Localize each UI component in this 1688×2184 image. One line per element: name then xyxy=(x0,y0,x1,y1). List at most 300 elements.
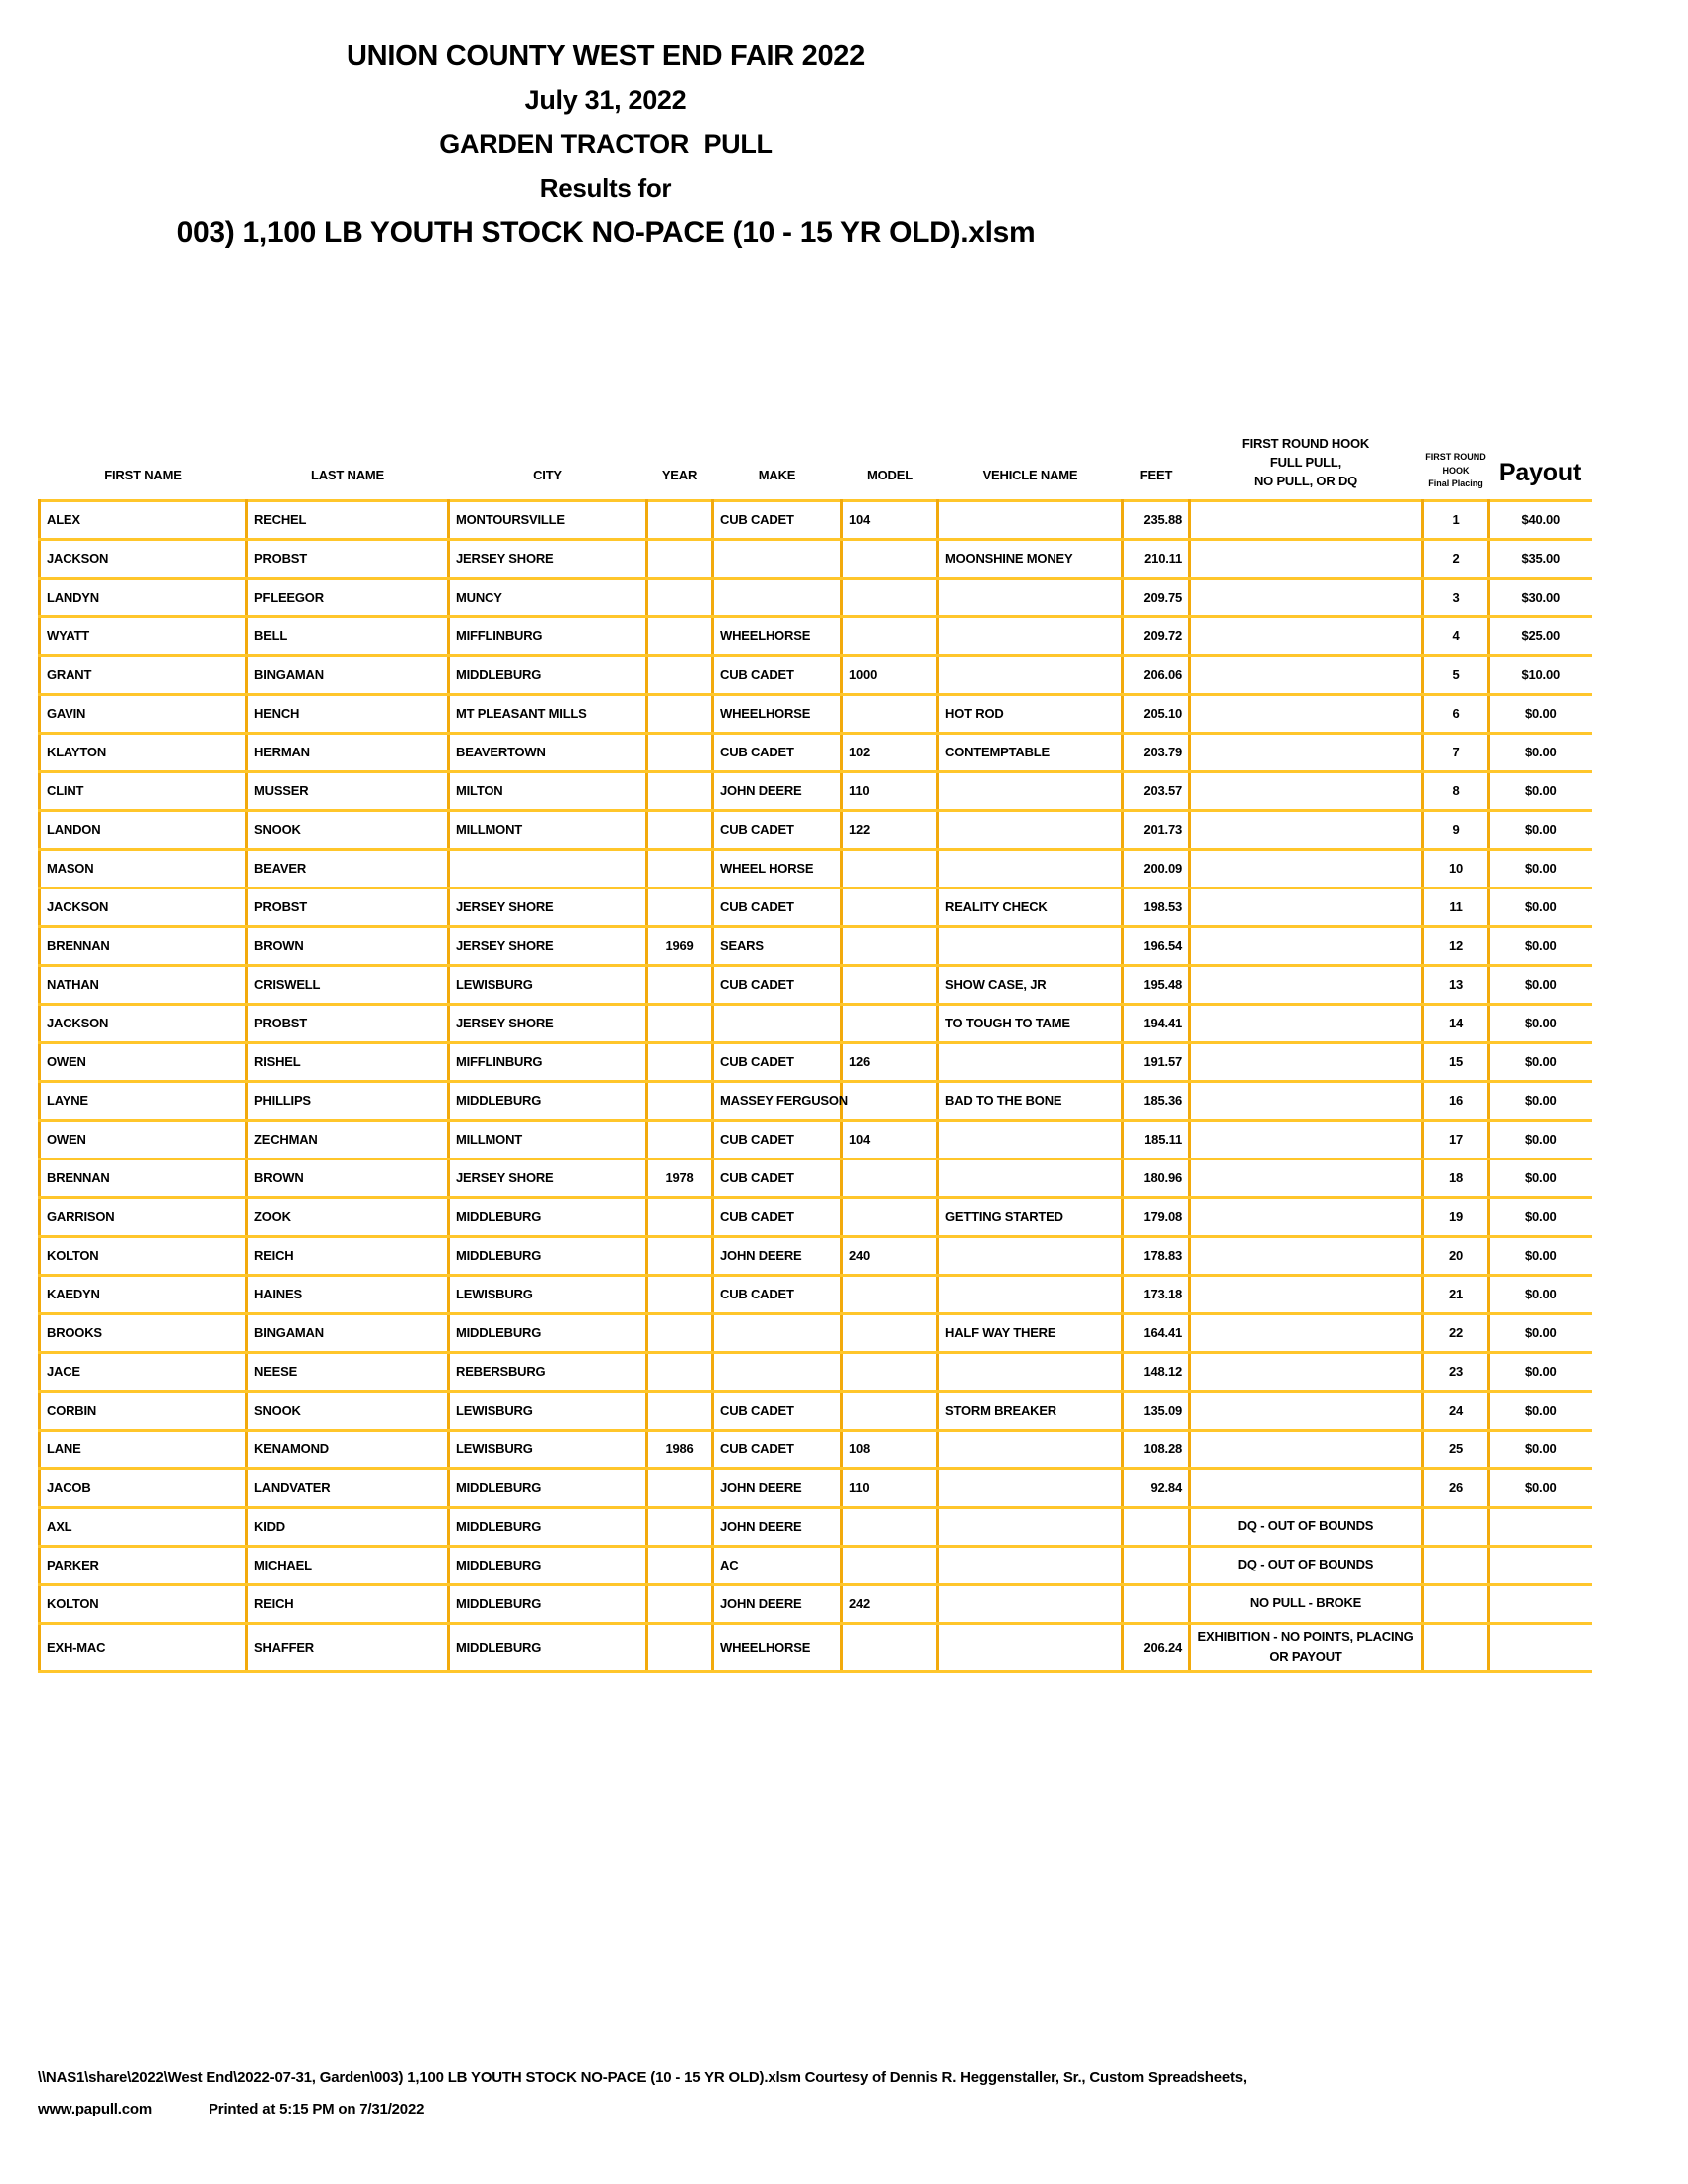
cell-place: 4 xyxy=(1423,616,1489,655)
results-for-label: Results for xyxy=(539,173,672,203)
cell-vehicle xyxy=(938,655,1123,694)
cell-make: WHEELHORSE xyxy=(713,694,842,733)
cell-hook xyxy=(1190,616,1423,655)
cell-payout: $0.00 xyxy=(1489,1468,1592,1507)
cell-year xyxy=(647,1313,713,1352)
cell-year xyxy=(647,539,713,578)
cell-city: MILTON xyxy=(449,771,647,810)
cell-payout: $0.00 xyxy=(1489,1042,1592,1081)
cell-place: 15 xyxy=(1423,1042,1489,1081)
cell-place: 17 xyxy=(1423,1120,1489,1159)
cell-feet: 195.48 xyxy=(1123,965,1190,1004)
table-row xyxy=(40,1352,1592,1391)
cell-model: 240 xyxy=(842,1236,938,1275)
cell-make: JOHN DEERE xyxy=(713,1236,842,1275)
cell-payout: $0.00 xyxy=(1489,1430,1592,1468)
table-row xyxy=(40,1159,1592,1197)
cell-hook xyxy=(1190,1004,1423,1042)
table-row xyxy=(40,539,1592,578)
cell-hook xyxy=(1190,1391,1423,1430)
cell-city: MILLMONT xyxy=(449,1120,647,1159)
cell-model xyxy=(842,849,938,887)
cell-city: REBERSBURG xyxy=(449,1352,647,1391)
cell-hook xyxy=(1190,578,1423,616)
results-table-body xyxy=(40,500,1592,1672)
cell-make: JOHN DEERE xyxy=(713,1468,842,1507)
table-row xyxy=(40,1236,1592,1275)
cell-first: OWEN xyxy=(40,1120,247,1159)
cell-feet: 206.06 xyxy=(1123,655,1190,694)
cell-last: KIDD xyxy=(247,1507,449,1546)
cell-vehicle: CONTEMPTABLE xyxy=(938,733,1123,771)
cell-vehicle xyxy=(938,1623,1123,1672)
cell-first: CORBIN xyxy=(40,1391,247,1430)
cell-last: BINGAMAN xyxy=(247,655,449,694)
cell-place xyxy=(1423,1546,1489,1584)
cell-payout: $0.00 xyxy=(1489,1081,1592,1120)
cell-place: 22 xyxy=(1423,1313,1489,1352)
cell-last: SHAFFER xyxy=(247,1623,449,1672)
cell-place: 2 xyxy=(1423,539,1489,578)
cell-feet: 203.57 xyxy=(1123,771,1190,810)
cell-hook xyxy=(1190,500,1423,539)
cell-last: PROBST xyxy=(247,887,449,926)
cell-city: JERSEY SHORE xyxy=(449,1004,647,1042)
cell-year xyxy=(647,500,713,539)
cell-vehicle xyxy=(938,1430,1123,1468)
cell-feet: 194.41 xyxy=(1123,1004,1190,1042)
cell-city: LEWISBURG xyxy=(449,1275,647,1313)
fair-title: UNION COUNTY WEST END FAIR 2022 xyxy=(347,40,865,71)
cell-make: CUB CADET xyxy=(713,1120,842,1159)
cell-hook: NO PULL - BROKE xyxy=(1190,1584,1423,1623)
cell-place: 13 xyxy=(1423,965,1489,1004)
cell-payout xyxy=(1489,1507,1592,1546)
cell-year xyxy=(647,810,713,849)
printed-timestamp: Printed at 5:15 PM on 7/31/2022 xyxy=(209,2101,425,2117)
cell-payout: $0.00 xyxy=(1489,1120,1592,1159)
cell-last: REICH xyxy=(247,1584,449,1623)
cell-model xyxy=(842,1546,938,1584)
cell-model: 102 xyxy=(842,733,938,771)
cell-year: 1969 xyxy=(647,926,713,965)
cell-year xyxy=(647,1352,713,1391)
cell-model: 104 xyxy=(842,1120,938,1159)
cell-first: OWEN xyxy=(40,1042,247,1081)
cell-model: 104 xyxy=(842,500,938,539)
col-header-first-name: FIRST NAME xyxy=(104,467,182,482)
cell-last: REICH xyxy=(247,1236,449,1275)
cell-first: LANDYN xyxy=(40,578,247,616)
cell-year xyxy=(647,1236,713,1275)
cell-place xyxy=(1423,1584,1489,1623)
cell-vehicle: HOT ROD xyxy=(938,694,1123,733)
cell-last: PHILLIPS xyxy=(247,1081,449,1120)
cell-first: LAYNE xyxy=(40,1081,247,1120)
event-name: GARDEN TRACTOR PULL xyxy=(439,129,773,159)
cell-city: MIDDLEBURG xyxy=(449,1623,647,1672)
cell-feet: 185.11 xyxy=(1123,1120,1190,1159)
class-file-name: 003) 1,100 LB YOUTH STOCK NO-PACE (10 - 15 YR OLD).xlsm xyxy=(176,216,1036,249)
table-row xyxy=(40,655,1592,694)
cell-year xyxy=(647,694,713,733)
cell-year xyxy=(647,1042,713,1081)
cell-last: BEAVER xyxy=(247,849,449,887)
cell-hook xyxy=(1190,1468,1423,1507)
cell-vehicle xyxy=(938,1352,1123,1391)
cell-year xyxy=(647,1275,713,1313)
cell-place: 5 xyxy=(1423,655,1489,694)
cell-last: LANDVATER xyxy=(247,1468,449,1507)
col-header-hook-result: FIRST ROUND HOOK FULL PULL, NO PULL, OR DQ xyxy=(1241,436,1370,488)
cell-model: 110 xyxy=(842,771,938,810)
cell-feet: 185.36 xyxy=(1123,1081,1190,1120)
cell-city: MIDDLEBURG xyxy=(449,1468,647,1507)
cell-city: MIDDLEBURG xyxy=(449,1197,647,1236)
cell-year xyxy=(647,1623,713,1672)
table-row xyxy=(40,1004,1592,1042)
cell-model xyxy=(842,965,938,1004)
cell-vehicle: SHOW CASE, JR xyxy=(938,965,1123,1004)
cell-place: 10 xyxy=(1423,849,1489,887)
col-header-city: CITY xyxy=(533,467,562,482)
cell-city: LEWISBURG xyxy=(449,965,647,1004)
cell-last: PFLEEGOR xyxy=(247,578,449,616)
table-row xyxy=(40,1042,1592,1081)
cell-hook xyxy=(1190,926,1423,965)
cell-feet: 205.10 xyxy=(1123,694,1190,733)
cell-payout xyxy=(1489,1584,1592,1623)
cell-year xyxy=(647,1197,713,1236)
cell-model: 242 xyxy=(842,1584,938,1623)
cell-vehicle: REALITY CHECK xyxy=(938,887,1123,926)
cell-last: CRISWELL xyxy=(247,965,449,1004)
cell-model xyxy=(842,887,938,926)
cell-last: RISHEL xyxy=(247,1042,449,1081)
cell-city xyxy=(449,849,647,887)
col-header-payout: Payout xyxy=(1498,459,1582,487)
cell-feet: 235.88 xyxy=(1123,500,1190,539)
cell-year xyxy=(647,655,713,694)
cell-year xyxy=(647,616,713,655)
cell-year xyxy=(647,1391,713,1430)
cell-first: GAVIN xyxy=(40,694,247,733)
cell-first: BROOKS xyxy=(40,1313,247,1352)
cell-year xyxy=(647,965,713,1004)
cell-make: SEARS xyxy=(713,926,842,965)
cell-payout: $0.00 xyxy=(1489,1159,1592,1197)
cell-vehicle xyxy=(938,500,1123,539)
cell-model xyxy=(842,1275,938,1313)
table-row xyxy=(40,1313,1592,1352)
table-row xyxy=(40,1120,1592,1159)
cell-first: MASON xyxy=(40,849,247,887)
cell-first: JACOB xyxy=(40,1468,247,1507)
cell-first: KOLTON xyxy=(40,1584,247,1623)
cell-payout: $0.00 xyxy=(1489,849,1592,887)
file-path-credit: \\NAS1\share\2022\West End\2022-07-31, Garden\003) 1,100 LB YOUTH STOCK NO-PACE (10 - 15 YR OLD).xlsm Courtesy of Dennis R. Heggenstaller, Sr., Custom Spreadsheets, xyxy=(38,2069,1247,2086)
cell-model: 126 xyxy=(842,1042,938,1081)
cell-last: ZOOK xyxy=(247,1197,449,1236)
cell-payout: $30.00 xyxy=(1489,578,1592,616)
cell-vehicle xyxy=(938,771,1123,810)
cell-make: CUB CADET xyxy=(713,965,842,1004)
cell-make: WHEEL HORSE xyxy=(713,849,842,887)
cell-feet: 209.75 xyxy=(1123,578,1190,616)
cell-last: NEESE xyxy=(247,1352,449,1391)
cell-hook xyxy=(1190,771,1423,810)
cell-last: BELL xyxy=(247,616,449,655)
table-row xyxy=(40,694,1592,733)
cell-first: PARKER xyxy=(40,1546,247,1584)
cell-model xyxy=(842,1623,938,1672)
cell-payout: $0.00 xyxy=(1489,1197,1592,1236)
cell-year xyxy=(647,849,713,887)
cell-model xyxy=(842,926,938,965)
cell-place xyxy=(1423,1623,1489,1672)
cell-first: LANE xyxy=(40,1430,247,1468)
cell-make: CUB CADET xyxy=(713,1042,842,1081)
cell-payout: $0.00 xyxy=(1489,1352,1592,1391)
cell-make: MASSEY FERGUSON xyxy=(713,1081,842,1120)
cell-first: ALEX xyxy=(40,500,247,539)
cell-feet: 108.28 xyxy=(1123,1430,1190,1468)
cell-feet: 148.12 xyxy=(1123,1352,1190,1391)
cell-feet xyxy=(1123,1507,1190,1546)
cell-vehicle xyxy=(938,1042,1123,1081)
cell-first: BRENNAN xyxy=(40,1159,247,1197)
cell-first: BRENNAN xyxy=(40,926,247,965)
cell-feet: 210.11 xyxy=(1123,539,1190,578)
cell-year: 1986 xyxy=(647,1430,713,1468)
cell-feet xyxy=(1123,1584,1190,1623)
cell-city: MONTOURSVILLE xyxy=(449,500,647,539)
table-row xyxy=(40,1584,1592,1623)
table-row xyxy=(40,1197,1592,1236)
cell-make: JOHN DEERE xyxy=(713,1584,842,1623)
cell-first: JACKSON xyxy=(40,887,247,926)
table-row xyxy=(40,578,1592,616)
cell-model xyxy=(842,1081,938,1120)
cell-feet: 200.09 xyxy=(1123,849,1190,887)
table-row xyxy=(40,1275,1592,1313)
cell-vehicle: BAD TO THE BONE xyxy=(938,1081,1123,1120)
cell-last: PROBST xyxy=(247,1004,449,1042)
cell-make xyxy=(713,1004,842,1042)
cell-model xyxy=(842,1004,938,1042)
cell-year xyxy=(647,578,713,616)
table-row xyxy=(40,887,1592,926)
cell-year xyxy=(647,771,713,810)
cell-make: CUB CADET xyxy=(713,1391,842,1430)
cell-model xyxy=(842,539,938,578)
cell-first: GARRISON xyxy=(40,1197,247,1236)
cell-payout: $25.00 xyxy=(1489,616,1592,655)
cell-feet: 92.84 xyxy=(1123,1468,1190,1507)
cell-payout: $35.00 xyxy=(1489,539,1592,578)
cell-make: CUB CADET xyxy=(713,500,842,539)
cell-city: LEWISBURG xyxy=(449,1430,647,1468)
cell-feet: 180.96 xyxy=(1123,1159,1190,1197)
website-text: www.papull.com xyxy=(38,2101,152,2117)
cell-place: 24 xyxy=(1423,1391,1489,1430)
cell-first: KOLTON xyxy=(40,1236,247,1275)
cell-payout: $0.00 xyxy=(1489,771,1592,810)
col-header-feet: FEET xyxy=(1139,467,1173,482)
cell-payout: $10.00 xyxy=(1489,655,1592,694)
cell-last: HERMAN xyxy=(247,733,449,771)
title-block xyxy=(0,40,1211,250)
col-header-model: MODEL xyxy=(867,467,913,482)
cell-hook xyxy=(1190,1313,1423,1352)
cell-vehicle xyxy=(938,616,1123,655)
cell-model xyxy=(842,694,938,733)
table-row xyxy=(40,500,1592,539)
col-header-year: YEAR xyxy=(661,467,698,482)
cell-place: 11 xyxy=(1423,887,1489,926)
cell-hook xyxy=(1190,1352,1423,1391)
table-row xyxy=(40,1081,1592,1120)
cell-hook xyxy=(1190,1042,1423,1081)
cell-place: 23 xyxy=(1423,1352,1489,1391)
cell-feet: 196.54 xyxy=(1123,926,1190,965)
cell-vehicle xyxy=(938,1120,1123,1159)
table-row xyxy=(40,1391,1592,1430)
cell-city: MIDDLEBURG xyxy=(449,1236,647,1275)
cell-model xyxy=(842,616,938,655)
cell-hook xyxy=(1190,810,1423,849)
table-row xyxy=(40,810,1592,849)
cell-model xyxy=(842,1507,938,1546)
cell-vehicle xyxy=(938,926,1123,965)
cell-hook xyxy=(1190,1430,1423,1468)
cell-place: 25 xyxy=(1423,1430,1489,1468)
cell-make: JOHN DEERE xyxy=(713,771,842,810)
cell-place: 9 xyxy=(1423,810,1489,849)
cell-hook xyxy=(1190,1275,1423,1313)
cell-hook xyxy=(1190,1159,1423,1197)
cell-feet: 179.08 xyxy=(1123,1197,1190,1236)
cell-payout: $0.00 xyxy=(1489,1391,1592,1430)
cell-place: 8 xyxy=(1423,771,1489,810)
cell-feet: 173.18 xyxy=(1123,1275,1190,1313)
cell-city: MIDDLEBURG xyxy=(449,1546,647,1584)
cell-feet: 206.24 xyxy=(1123,1623,1190,1672)
cell-make: JOHN DEERE xyxy=(713,1507,842,1546)
cell-last: PROBST xyxy=(247,539,449,578)
cell-vehicle xyxy=(938,1159,1123,1197)
cell-feet: 178.83 xyxy=(1123,1236,1190,1275)
cell-payout: $0.00 xyxy=(1489,694,1592,733)
cell-last: ZECHMAN xyxy=(247,1120,449,1159)
cell-payout: $0.00 xyxy=(1489,926,1592,965)
cell-model xyxy=(842,1352,938,1391)
cell-vehicle xyxy=(938,1468,1123,1507)
cell-year xyxy=(647,1468,713,1507)
cell-payout: $40.00 xyxy=(1489,500,1592,539)
cell-make: WHEELHORSE xyxy=(713,616,842,655)
cell-feet: 135.09 xyxy=(1123,1391,1190,1430)
cell-payout: $0.00 xyxy=(1489,1275,1592,1313)
cell-vehicle xyxy=(938,1507,1123,1546)
cell-vehicle xyxy=(938,1236,1123,1275)
cell-city: JERSEY SHORE xyxy=(449,887,647,926)
cell-last: BINGAMAN xyxy=(247,1313,449,1352)
cell-vehicle xyxy=(938,1584,1123,1623)
cell-first: GRANT xyxy=(40,655,247,694)
header-row xyxy=(40,435,1592,500)
cell-make: CUB CADET xyxy=(713,733,842,771)
cell-year xyxy=(647,1507,713,1546)
cell-first: AXL xyxy=(40,1507,247,1546)
results-table xyxy=(38,435,1592,1673)
cell-model xyxy=(842,1391,938,1430)
cell-make: CUB CADET xyxy=(713,810,842,849)
cell-city: JERSEY SHORE xyxy=(449,539,647,578)
cell-feet: 198.53 xyxy=(1123,887,1190,926)
cell-vehicle: TO TOUGH TO TAME xyxy=(938,1004,1123,1042)
col-header-final-placing: FIRST ROUND HOOK Final Placing xyxy=(1425,452,1486,489)
cell-city: LEWISBURG xyxy=(449,1391,647,1430)
cell-vehicle: STORM BREAKER xyxy=(938,1391,1123,1430)
cell-city: MIFFLINBURG xyxy=(449,1042,647,1081)
cell-hook: DQ - OUT OF BOUNDS xyxy=(1190,1546,1423,1584)
cell-hook xyxy=(1190,655,1423,694)
cell-last: MICHAEL xyxy=(247,1546,449,1584)
table-row xyxy=(40,1468,1592,1507)
table-row xyxy=(40,1546,1592,1584)
cell-payout: $0.00 xyxy=(1489,810,1592,849)
cell-model xyxy=(842,1313,938,1352)
cell-vehicle: GETTING STARTED xyxy=(938,1197,1123,1236)
cell-make: CUB CADET xyxy=(713,1430,842,1468)
cell-last: HENCH xyxy=(247,694,449,733)
cell-place: 1 xyxy=(1423,500,1489,539)
cell-vehicle xyxy=(938,849,1123,887)
cell-payout: $0.00 xyxy=(1489,733,1592,771)
cell-payout: $0.00 xyxy=(1489,1004,1592,1042)
cell-place: 19 xyxy=(1423,1197,1489,1236)
cell-city: MIDDLEBURG xyxy=(449,1584,647,1623)
cell-make: CUB CADET xyxy=(713,655,842,694)
table-row xyxy=(40,1430,1592,1468)
cell-first: EXH-MAC xyxy=(40,1623,247,1672)
cell-place xyxy=(1423,1507,1489,1546)
table-row xyxy=(40,965,1592,1004)
cell-first: JACE xyxy=(40,1352,247,1391)
cell-year xyxy=(647,887,713,926)
cell-first: CLINT xyxy=(40,771,247,810)
table-row xyxy=(40,849,1592,887)
cell-hook: DQ - OUT OF BOUNDS xyxy=(1190,1507,1423,1546)
cell-city: BEAVERTOWN xyxy=(449,733,647,771)
cell-place: 21 xyxy=(1423,1275,1489,1313)
cell-last: MUSSER xyxy=(247,771,449,810)
cell-model: 110 xyxy=(842,1468,938,1507)
cell-first: JACKSON xyxy=(40,539,247,578)
cell-make xyxy=(713,1313,842,1352)
table-row xyxy=(40,771,1592,810)
cell-payout xyxy=(1489,1623,1592,1672)
cell-model: 1000 xyxy=(842,655,938,694)
cell-hook: EXHIBITION - NO POINTS, PLACING OR PAYOUT xyxy=(1190,1623,1423,1672)
cell-last: SNOOK xyxy=(247,810,449,849)
cell-city: JERSEY SHORE xyxy=(449,1159,647,1197)
cell-first: WYATT xyxy=(40,616,247,655)
cell-city: MUNCY xyxy=(449,578,647,616)
cell-vehicle xyxy=(938,578,1123,616)
cell-hook xyxy=(1190,539,1423,578)
